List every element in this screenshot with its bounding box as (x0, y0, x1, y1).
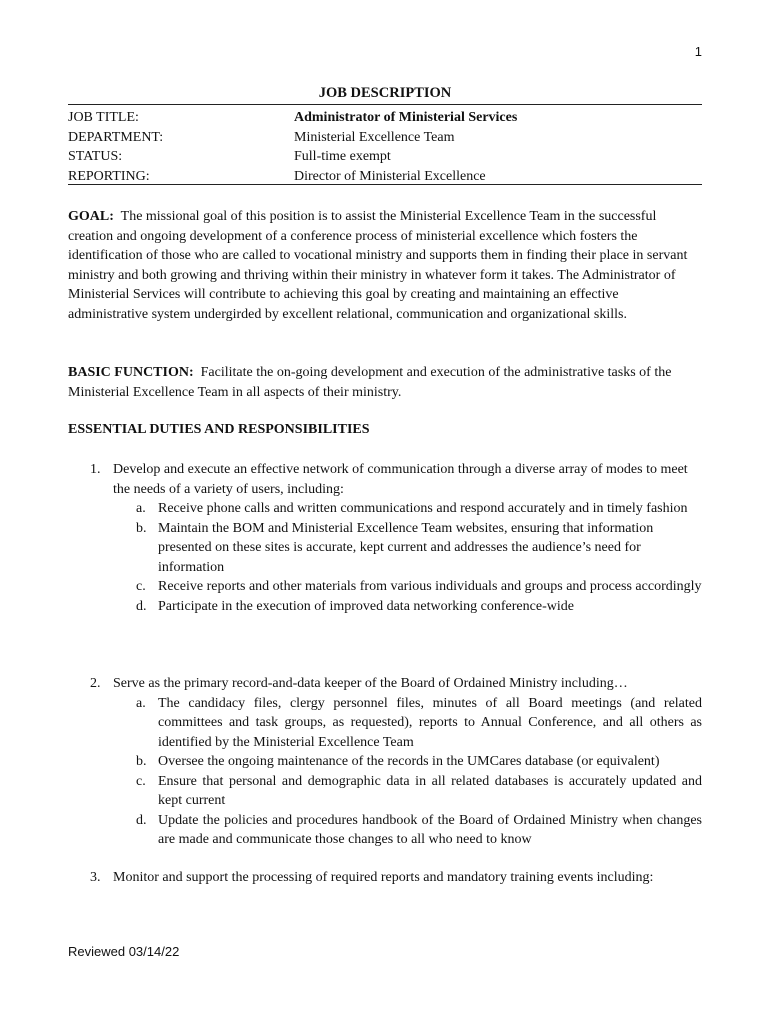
info-label: STATUS: (68, 149, 123, 164)
sub-text: Update the policies and procedures handbook of the Board of Ordained Ministry when changes are made and communicate those changes to all who need to know (158, 812, 702, 847)
basic-function-text: Facilitate the on-going development and execution of the administrative tasks of the Ministerial Excellence Team in all aspects of their ministry. (68, 365, 672, 400)
job-info-table (68, 108, 702, 186)
sub-letter: c. (136, 773, 146, 789)
page-number: 1 (694, 44, 702, 59)
info-label: JOB TITLE: (68, 110, 139, 125)
duty-number: 2. (90, 676, 101, 691)
review-date-footer: Reviewed 03/14/22 (68, 944, 180, 959)
duty-main (68, 674, 702, 694)
duty-number: 3. (90, 870, 101, 885)
sub-letter: d. (136, 598, 147, 614)
info-label: REPORTING: (68, 168, 150, 184)
duty-sub-item (68, 811, 702, 850)
sub-letter: a. (136, 501, 146, 516)
sub-text: Oversee the ongoing maintenance of the records in the UMCares database (or equivalent) (158, 754, 660, 769)
sub-letter: d. (136, 812, 147, 828)
header-rule-bottom (68, 184, 702, 185)
duty-main (68, 460, 702, 499)
duty-text: Monitor and support the processing of required reports and mandatory training events including: (113, 870, 654, 885)
duty-main (68, 868, 702, 888)
sub-text: Receive phone calls and written communications and respond accurately and in timely fashion (158, 501, 688, 516)
header-rule-top (68, 104, 702, 105)
info-value: Full-time exempt (294, 149, 391, 164)
info-row-status (68, 147, 702, 167)
sub-letter: b. (136, 754, 147, 769)
duty-sub-item (68, 519, 702, 578)
info-row-job-title (68, 108, 702, 128)
sub-letter: c. (136, 579, 146, 594)
goal-label: GOAL: (68, 209, 114, 224)
sub-text: Ensure that personal and demographic data in all related databases is accurately updated and kept current (158, 773, 702, 808)
duty-sub-item (68, 772, 702, 811)
info-value: Director of Ministerial Excellence (294, 168, 486, 184)
duty-sub-item (68, 577, 702, 597)
sub-text: The candidacy files, clergy personnel files, minutes of all Board meetings (and related committees and task groups, as requested), reports to Annual Conference, and all others as identified by the Ministerial Excellence Team (158, 695, 702, 750)
basic-function-label: BASIC FUNCTION: (68, 365, 194, 380)
info-label: DEPARTMENT: (68, 129, 164, 145)
duty-sub-item (68, 694, 702, 753)
info-value: Ministerial Excellence Team (294, 129, 455, 145)
duty-item (68, 674, 702, 850)
sub-text: Participate in the execution of improved data networking conference-wide (158, 598, 574, 614)
goal-text: The missional goal of this position is to assist the Ministerial Excellence Team in the successful creation and ongoing development of a conference process of ministerial excellence which fosters the identification of those who are called to vocational ministry and supports them in finding their place in servant ministry and both growing and thriving within their ministry in whatever form it takes. The Administrator of Ministerial Services will contribute to achieving this goal by creating and maintaining an effective administrative system undergirded by excellent relational, communication and organizational skills. (68, 209, 688, 322)
duty-item (68, 868, 702, 888)
duty-item (68, 460, 702, 616)
document-title: JOB DESCRIPTION (318, 85, 452, 101)
duty-sub-item (68, 597, 702, 617)
duty-sub-item (68, 499, 702, 519)
info-row-department (68, 128, 702, 148)
sub-text: Receive reports and other materials from various individuals and groups and process accordingly (158, 579, 702, 594)
duty-text: Develop and execute an effective network of communication through a diverse array of modes to meet the needs of a variety of users, including: (113, 462, 688, 497)
duty-sub-item (68, 752, 702, 772)
basic-function-paragraph (68, 363, 702, 402)
sub-letter: a. (136, 695, 146, 711)
info-value: Administrator of Ministerial Services (294, 110, 518, 125)
duty-text: Serve as the primary record-and-data keeper of the Board of Ordained Ministry including… (113, 676, 628, 691)
sub-letter: b. (136, 520, 147, 536)
duties-heading: ESSENTIAL DUTIES AND RESPONSIBILITIES (68, 422, 370, 437)
goal-paragraph (68, 207, 702, 324)
sub-text: Maintain the BOM and Ministerial Excellence Team websites, ensuring that information presented on these sites is accurate, kept current and addresses the audience’s need for information (158, 520, 654, 575)
duty-number: 1. (90, 462, 101, 477)
